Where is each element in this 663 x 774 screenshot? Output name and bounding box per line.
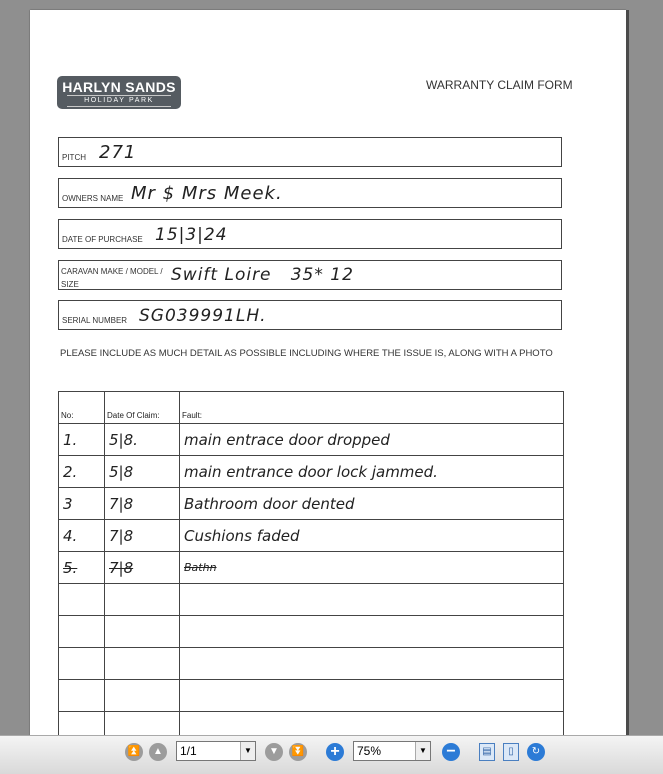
row-date	[105, 680, 180, 712]
table-header-row	[59, 392, 564, 424]
document-page	[30, 10, 626, 735]
zoom-level: 75%	[357, 744, 382, 758]
last-page-icon[interactable]: ⏬	[289, 743, 307, 761]
row-date: 7|8	[105, 520, 180, 552]
row-no	[59, 616, 105, 648]
pitch-field	[58, 137, 562, 167]
row-date	[105, 712, 180, 736]
pitch-label: PITCH	[62, 153, 86, 162]
table-row	[59, 552, 564, 584]
table-row	[59, 488, 564, 520]
row-date	[105, 648, 180, 680]
row-no: 4.	[59, 520, 105, 552]
row-no	[59, 680, 105, 712]
header-no: No:	[59, 392, 105, 424]
row-no: 2.	[59, 456, 105, 488]
first-page-icon[interactable]: ⏫	[125, 743, 143, 761]
rotate-icon[interactable]: ↻	[527, 743, 545, 761]
chevron-down-icon: ▼	[240, 742, 255, 760]
table-row	[59, 616, 564, 648]
owners-name-field	[58, 178, 562, 208]
table-row	[59, 584, 564, 616]
row-fault	[180, 584, 564, 616]
zoom-in-icon[interactable]: +	[326, 743, 344, 761]
date-of-purchase-value: 15|3|24	[155, 225, 228, 245]
row-fault	[180, 680, 564, 712]
prev-page-icon[interactable]: ▲	[149, 743, 167, 761]
date-of-purchase-field	[58, 219, 562, 249]
page-indicator: 1/1	[180, 744, 197, 758]
table-row	[59, 680, 564, 712]
row-date: 7|8	[105, 488, 180, 520]
fit-page-icon[interactable]: ▯	[503, 743, 519, 761]
row-fault: main entrance door lock jammed.	[180, 456, 564, 488]
row-no: 5.	[59, 552, 105, 584]
instructions-text: PLEASE INCLUDE AS MUCH DETAIL AS POSSIBLE INCLUDING WHERE THE ISSUE IS, ALONG WITH A PHOTO	[60, 348, 553, 359]
row-no	[59, 584, 105, 616]
table-row	[59, 712, 564, 736]
owners-name-label: OWNERS NAME	[62, 194, 124, 203]
caravan-value: Swift Loire 35* 12	[171, 265, 354, 285]
zoom-selector[interactable]	[353, 741, 431, 761]
row-fault: Bathn	[180, 552, 564, 584]
table-row	[59, 520, 564, 552]
caravan-label: CARAVAN MAKE / MODEL / SIZE	[61, 267, 163, 289]
logo-line2: HOLIDAY PARK	[67, 95, 171, 107]
serial-number-value: SG039991LH.	[139, 306, 267, 326]
owners-name-value: Mr $ Mrs Meek.	[131, 183, 283, 204]
table-row	[59, 424, 564, 456]
row-fault	[180, 648, 564, 680]
row-date: 5|8.	[105, 424, 180, 456]
row-no	[59, 712, 105, 736]
serial-number-field	[58, 300, 562, 330]
row-no: 1.	[59, 424, 105, 456]
claims-table	[58, 391, 564, 735]
row-fault: Bathroom door dented	[180, 488, 564, 520]
row-date: 5|8	[105, 456, 180, 488]
row-no	[59, 648, 105, 680]
caravan-field	[58, 260, 562, 290]
date-of-purchase-label: DATE OF PURCHASE	[62, 235, 143, 244]
pitch-value: 271	[99, 142, 137, 163]
chevron-down-icon: ▼	[415, 742, 430, 760]
row-fault	[180, 712, 564, 736]
row-date: 7|8	[105, 552, 180, 584]
form-title: WARRANTY CLAIM FORM	[426, 78, 573, 92]
serial-number-label: SERIAL NUMBER	[62, 316, 128, 325]
row-fault	[180, 616, 564, 648]
table-row	[59, 648, 564, 680]
fit-width-icon[interactable]: ▤	[479, 743, 495, 761]
pdf-toolbar	[0, 735, 663, 774]
row-fault: main entrace door dropped	[180, 424, 564, 456]
harlyn-sands-logo	[57, 76, 181, 109]
row-date	[105, 616, 180, 648]
header-fault: Fault:	[180, 392, 564, 424]
next-page-icon[interactable]: ▼	[265, 743, 283, 761]
row-fault: Cushions faded	[180, 520, 564, 552]
zoom-out-icon[interactable]: −	[442, 743, 460, 761]
row-date	[105, 584, 180, 616]
logo-line1: HARLYN SANDS	[62, 79, 176, 95]
table-row	[59, 456, 564, 488]
page-selector[interactable]	[176, 741, 256, 761]
header-date: Date Of Claim:	[105, 392, 180, 424]
row-no: 3	[59, 488, 105, 520]
